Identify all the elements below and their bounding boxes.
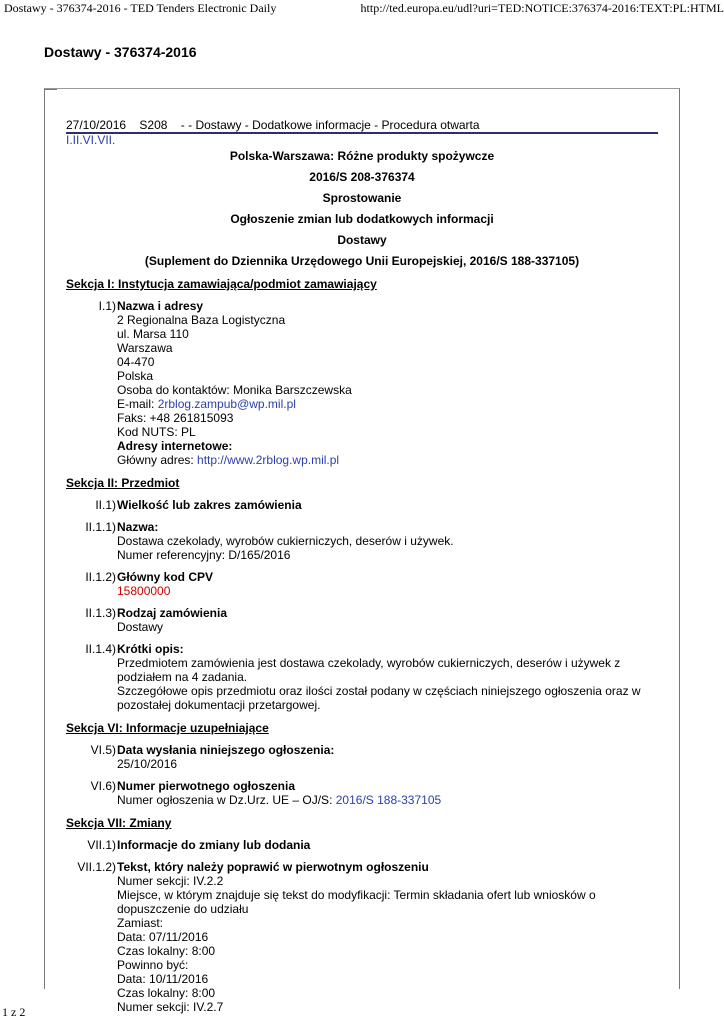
item-number: II.1.1) bbox=[85, 520, 116, 534]
item-number: VI.5) bbox=[90, 743, 116, 757]
item-text: Czas lokalny: 8:00 bbox=[117, 944, 216, 958]
item-text: Zamiast: bbox=[117, 916, 164, 930]
item-ii14 bbox=[66, 642, 658, 712]
print-header-title: Dostawy - 376374-2016 - TED Tenders Electronic Daily bbox=[4, 1, 277, 15]
item-text: Przedmiotem zamówienia jest dostawa czekolady, wyrobów cukierniczych, deserów i używek z bbox=[117, 656, 621, 670]
item-text: Miejsce, w którym znajduje się tekst do modyfikacji: Termin składania ofert lub wniosków o bbox=[117, 888, 596, 902]
item-number: VI.6) bbox=[90, 779, 116, 793]
item-ii1 bbox=[66, 498, 658, 512]
heading-kind: Ogłoszenie zmian lub dodatkowych informacji bbox=[230, 212, 494, 226]
item-text: Czas lokalny: 8:00 bbox=[117, 986, 216, 1000]
notice-date: 27/10/2016 bbox=[66, 118, 127, 132]
notice-content bbox=[66, 118, 658, 1014]
heading-number: 2016/S 208-376374 bbox=[309, 170, 415, 184]
heading-contract: Dostawy bbox=[337, 233, 387, 247]
org-country: Polska bbox=[117, 369, 154, 383]
item-i1 bbox=[66, 299, 658, 467]
main-address-label: Główny adres: bbox=[117, 453, 194, 467]
item-text: Data: 07/11/2016 bbox=[117, 930, 209, 944]
org-nuts: Kod NUTS: PL bbox=[117, 425, 196, 439]
org-postcode: 04-470 bbox=[117, 355, 155, 369]
item-text: Numer sekcji: IV.2.2 bbox=[117, 874, 224, 888]
item-text: Powinno być: bbox=[117, 958, 189, 972]
item-text: Dostawy bbox=[117, 620, 164, 634]
notice-series: S208 bbox=[139, 118, 168, 132]
item-heading: Główny kod CPV bbox=[117, 570, 214, 584]
section-1-title: Sekcja I: Instytucja zamawiająca/podmiot zamawiający bbox=[66, 277, 377, 291]
email-label: E-mail: bbox=[117, 397, 155, 411]
item-heading: Krótki opis: bbox=[117, 642, 184, 656]
item-text: podziałem na 4 zadania. bbox=[117, 670, 248, 684]
item-ii12 bbox=[66, 570, 658, 598]
item-vii12 bbox=[66, 860, 658, 1014]
email-link[interactable]: 2rblog.zampub@wp.mil.pl bbox=[157, 397, 296, 411]
org-name: 2 Regionalna Baza Logistyczna bbox=[117, 313, 286, 327]
page-title: Dostawy - 376374-2016 bbox=[44, 44, 197, 60]
item-text: Szczegółowe opis przedmiotu oraz ilości został podany w częściach niniejszego ogłoszenia oraz w bbox=[117, 684, 641, 698]
item-text: Dostawa czekolady, wyrobów cukierniczych, deserów i używek. bbox=[117, 534, 454, 548]
section-ref-link[interactable]: I.II.VI.VII. bbox=[66, 133, 116, 147]
item-vi5 bbox=[66, 743, 658, 771]
item-text: Data: 10/11/2016 bbox=[117, 972, 209, 986]
web-heading: Adresy internetowe: bbox=[117, 439, 233, 453]
main-address-link[interactable]: http://www.2rblog.wp.mil.pl bbox=[197, 453, 340, 467]
notice-description: - - Dostawy - Dodatkowe informacje - Procedura otwarta bbox=[180, 118, 480, 132]
item-number: II.1) bbox=[95, 498, 116, 512]
item-number: II.1.4) bbox=[85, 642, 116, 656]
item-heading: Nazwa: bbox=[117, 520, 159, 534]
item-heading: Numer pierwotnego ogłoszenia bbox=[117, 779, 296, 793]
item-heading: Nazwa i adresy bbox=[117, 299, 204, 313]
item-text: Numer referencyjny: D/165/2016 bbox=[117, 548, 291, 562]
section-6-title: Sekcja VI: Informacje uzupełniające bbox=[66, 721, 269, 735]
org-street: ul. Marsa 110 bbox=[117, 327, 189, 341]
notice-meta bbox=[66, 118, 658, 134]
item-text: 25/10/2016 bbox=[117, 757, 178, 771]
org-fax: Faks: +48 261815093 bbox=[117, 411, 234, 425]
org-contact: Osoba do kontaktów: Monika Barszczewska bbox=[117, 383, 352, 397]
item-heading: Rodzaj zamówienia bbox=[117, 606, 228, 620]
item-heading: Data wysłania niniejszego ogłoszenia: bbox=[117, 743, 335, 757]
item-number: II.1.3) bbox=[85, 606, 116, 620]
item-number: VII.1) bbox=[87, 838, 116, 852]
heading-supplement: (Suplement do Dziennika Urzędowego Unii Europejskiej, 2016/S 188-337105) bbox=[144, 254, 580, 268]
item-ii13 bbox=[66, 606, 658, 634]
print-header bbox=[4, 0, 724, 16]
original-notice-link[interactable]: 2016/S 188-337105 bbox=[335, 793, 442, 807]
original-notice-label: Numer ogłoszenia w Dz.Urz. UE – OJ/S: bbox=[117, 793, 333, 807]
print-header-url: http://ted.europa.eu/udl?uri=TED:NOTICE:376374-2016:TEXT:PL:HTML bbox=[360, 1, 724, 15]
item-heading: Tekst, który należy poprawić w pierwotnym ogłoszeniu bbox=[117, 860, 429, 874]
item-vii1 bbox=[66, 838, 658, 852]
heading-type: Sprostowanie bbox=[322, 191, 402, 205]
page-counter: 1 z 2 bbox=[2, 1005, 26, 1019]
section-2-title: Sekcja II: Przedmiot bbox=[66, 476, 180, 490]
item-heading: Wielkość lub zakres zamówienia bbox=[117, 498, 302, 512]
org-city: Warszawa bbox=[117, 341, 173, 355]
item-text: pozostałej dokumentacji przetargowej. bbox=[117, 698, 321, 712]
item-heading: Informacje do zmiany lub dodania bbox=[117, 838, 311, 852]
item-vi6 bbox=[66, 779, 658, 807]
item-text: dopuszczenie do udziału bbox=[117, 902, 249, 916]
item-ii11 bbox=[66, 520, 658, 562]
item-number: VII.1.2) bbox=[77, 860, 116, 874]
section-7-title: Sekcja VII: Zmiany bbox=[66, 816, 172, 830]
item-number: II.1.2) bbox=[85, 570, 116, 584]
item-text: Numer sekcji: IV.2.7 bbox=[117, 1000, 224, 1014]
heading-location: Polska-Warszawa: Różne produkty spożywcze bbox=[229, 149, 495, 163]
cpv-code: 15800000 bbox=[117, 584, 171, 598]
item-number: I.1) bbox=[98, 299, 116, 313]
